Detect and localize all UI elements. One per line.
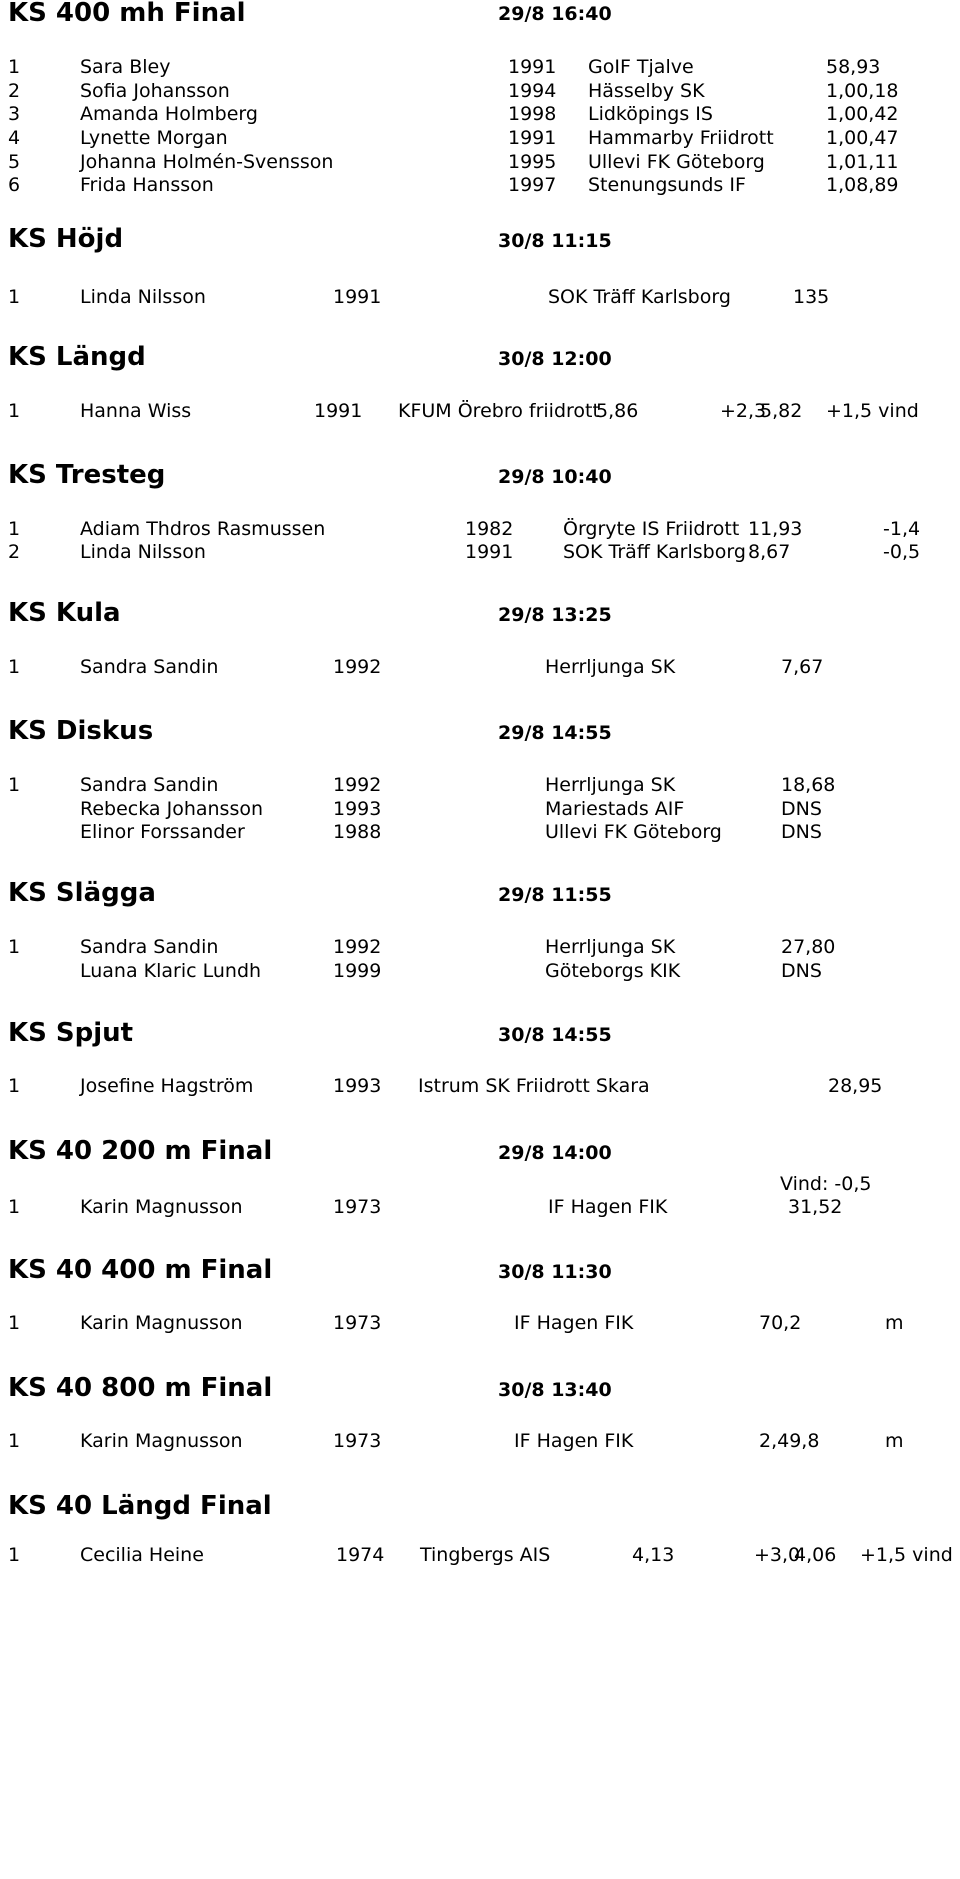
result-extra-3: +1,5 vind bbox=[826, 400, 919, 422]
result-club: Ullevi FK Göteborg bbox=[545, 821, 722, 843]
result-result: 2,49,8 bbox=[759, 1430, 820, 1452]
result-result: DNS bbox=[781, 798, 822, 820]
result-club: Mariestads AIF bbox=[545, 798, 685, 820]
result-name: Johanna Holmén-Svensson bbox=[80, 151, 334, 173]
event-title: KS 40 200 m Final bbox=[8, 1136, 273, 1166]
result-birth-year: 1993 bbox=[333, 798, 382, 820]
result-result: 31,52 bbox=[788, 1196, 843, 1218]
result-name: Linda Nilsson bbox=[80, 286, 206, 308]
result-club: Lidköpings IS bbox=[588, 103, 713, 125]
result-place: 2 bbox=[8, 541, 21, 563]
event-title: KS Kula bbox=[8, 598, 121, 628]
result-result: 27,80 bbox=[781, 936, 836, 958]
result-result: 7,67 bbox=[781, 656, 824, 678]
result-place: 3 bbox=[8, 103, 21, 125]
wind-reading: Vind: -0,5 bbox=[780, 1173, 872, 1195]
result-birth-year: 1991 bbox=[333, 286, 382, 308]
event-time: 30/8 11:30 bbox=[498, 1261, 612, 1283]
result-birth-year: 1982 bbox=[465, 518, 514, 540]
result-birth-year: 1973 bbox=[333, 1430, 382, 1452]
result-birth-year: 1973 bbox=[333, 1312, 382, 1334]
result-birth-year: 1993 bbox=[333, 1075, 382, 1097]
event-time: 30/8 11:15 bbox=[498, 230, 612, 252]
event-title: KS Spjut bbox=[8, 1018, 134, 1048]
result-club: IF Hagen FIK bbox=[548, 1196, 668, 1218]
event-title: KS Slägga bbox=[8, 878, 156, 908]
result-birth-year: 1988 bbox=[333, 821, 382, 843]
result-club: Herrljunga SK bbox=[545, 656, 676, 678]
result-birth-year: 1995 bbox=[508, 151, 557, 173]
result-name: Karin Magnusson bbox=[80, 1196, 243, 1218]
result-name: Frida Hansson bbox=[80, 174, 214, 196]
result-place: 5 bbox=[8, 151, 21, 173]
result-club: Göteborgs KIK bbox=[545, 960, 681, 982]
result-place: 1 bbox=[8, 56, 21, 78]
result-place: 1 bbox=[8, 286, 21, 308]
result-result: 8,67 bbox=[748, 541, 791, 563]
result-name: Josefine Hagström bbox=[80, 1075, 254, 1097]
result-result: 70,2 bbox=[759, 1312, 802, 1334]
result-place: 1 bbox=[8, 1075, 21, 1097]
result-name: Elinor Forssander bbox=[80, 821, 245, 843]
result-extra-2: 4,06 bbox=[794, 1544, 837, 1566]
result-club: Örgryte IS Friidrott bbox=[563, 518, 740, 540]
result-result: 5,86 bbox=[596, 400, 639, 422]
result-extra-2: 5,82 bbox=[760, 400, 803, 422]
result-birth-year: 1997 bbox=[508, 174, 557, 196]
event-time: 29/8 10:40 bbox=[498, 466, 612, 488]
result-place: 1 bbox=[8, 1544, 21, 1566]
event-title: KS 40 Längd Final bbox=[8, 1491, 272, 1521]
event-title: KS 400 mh Final bbox=[8, 0, 246, 28]
result-name: Karin Magnusson bbox=[80, 1312, 243, 1334]
result-club: IF Hagen FIK bbox=[514, 1312, 634, 1334]
result-club: KFUM Örebro friidrott bbox=[398, 400, 600, 422]
result-extra: -0,5 bbox=[883, 541, 921, 563]
event-time: 29/8 11:55 bbox=[498, 884, 612, 906]
result-birth-year: 1999 bbox=[333, 960, 382, 982]
result-result: DNS bbox=[781, 821, 822, 843]
result-club: SOK Träff Karlsborg bbox=[548, 286, 731, 308]
result-club: Ullevi FK Göteborg bbox=[588, 151, 765, 173]
result-club: IF Hagen FIK bbox=[514, 1430, 634, 1452]
result-result: DNS bbox=[781, 960, 822, 982]
result-name: Sandra Sandin bbox=[80, 656, 219, 678]
result-birth-year: 1992 bbox=[333, 656, 382, 678]
result-birth-year: 1991 bbox=[465, 541, 514, 563]
result-name: Adiam Thdros Rasmussen bbox=[80, 518, 326, 540]
result-place: 4 bbox=[8, 127, 21, 149]
result-birth-year: 1992 bbox=[333, 774, 382, 796]
result-name: Sara Bley bbox=[80, 56, 171, 78]
result-club: Herrljunga SK bbox=[545, 936, 676, 958]
result-name: Hanna Wiss bbox=[80, 400, 192, 422]
result-result: 11,93 bbox=[748, 518, 803, 540]
result-extra: m bbox=[885, 1312, 904, 1334]
result-place: 1 bbox=[8, 400, 21, 422]
event-title: KS Tresteg bbox=[8, 460, 166, 490]
result-place: 6 bbox=[8, 174, 21, 196]
event-time: 29/8 14:00 bbox=[498, 1142, 612, 1164]
event-time: 30/8 14:55 bbox=[498, 1024, 612, 1046]
event-title: KS 40 800 m Final bbox=[8, 1373, 273, 1403]
result-birth-year: 1992 bbox=[333, 936, 382, 958]
result-club: Stenungsunds IF bbox=[588, 174, 746, 196]
result-result: 1,00,42 bbox=[826, 103, 899, 125]
result-result: 28,95 bbox=[828, 1075, 883, 1097]
result-name: Karin Magnusson bbox=[80, 1430, 243, 1452]
result-extra: +3,0 bbox=[754, 1544, 801, 1566]
result-result: 1,00,47 bbox=[826, 127, 899, 149]
result-birth-year: 1974 bbox=[336, 1544, 385, 1566]
result-extra: -1,4 bbox=[883, 518, 921, 540]
result-extra: m bbox=[885, 1430, 904, 1452]
result-club: GoIF Tjalve bbox=[588, 56, 694, 78]
result-birth-year: 1991 bbox=[508, 56, 557, 78]
result-name: Linda Nilsson bbox=[80, 541, 206, 563]
result-result: 135 bbox=[793, 286, 830, 308]
result-name: Cecilia Heine bbox=[80, 1544, 204, 1566]
result-place: 1 bbox=[8, 518, 21, 540]
event-time: 29/8 13:25 bbox=[498, 604, 612, 626]
result-name: Luana Klaric Lundh bbox=[80, 960, 262, 982]
result-place: 2 bbox=[8, 80, 21, 102]
result-club: Herrljunga SK bbox=[545, 774, 676, 796]
event-time: 30/8 12:00 bbox=[498, 348, 612, 370]
result-birth-year: 1973 bbox=[333, 1196, 382, 1218]
result-place: 1 bbox=[8, 936, 21, 958]
result-birth-year: 1994 bbox=[508, 80, 557, 102]
event-title: KS Diskus bbox=[8, 716, 154, 746]
result-result: 58,93 bbox=[826, 56, 881, 78]
result-name: Rebecka Johansson bbox=[80, 798, 264, 820]
result-club: Tingbergs AIS bbox=[420, 1544, 551, 1566]
event-time: 29/8 14:55 bbox=[498, 722, 612, 744]
result-club: Hässelby SK bbox=[588, 80, 705, 102]
result-extra-3: +1,5 vind bbox=[860, 1544, 953, 1566]
event-title: KS Höjd bbox=[8, 224, 124, 254]
event-title: KS Längd bbox=[8, 342, 146, 372]
result-name: Amanda Holmberg bbox=[80, 103, 258, 125]
result-extra: +2,3 bbox=[720, 400, 767, 422]
result-place: 1 bbox=[8, 1196, 21, 1218]
result-birth-year: 1991 bbox=[508, 127, 557, 149]
event-time: 30/8 13:40 bbox=[498, 1379, 612, 1401]
result-result: 1,01,11 bbox=[826, 151, 899, 173]
result-club: SOK Träff Karlsborg bbox=[563, 541, 746, 563]
result-result: 18,68 bbox=[781, 774, 836, 796]
result-name: Lynette Morgan bbox=[80, 127, 228, 149]
result-place: 1 bbox=[8, 774, 21, 796]
result-place: 1 bbox=[8, 656, 21, 678]
result-place: 1 bbox=[8, 1312, 21, 1334]
result-name: Sandra Sandin bbox=[80, 936, 219, 958]
event-time: 29/8 16:40 bbox=[498, 3, 612, 25]
result-result: 1,00,18 bbox=[826, 80, 899, 102]
result-name: Sandra Sandin bbox=[80, 774, 219, 796]
result-result: 1,08,89 bbox=[826, 174, 899, 196]
result-place: 1 bbox=[8, 1430, 21, 1452]
result-club: Istrum SK Friidrott Skara bbox=[418, 1075, 650, 1097]
event-title: KS 40 400 m Final bbox=[8, 1255, 273, 1285]
result-club: Hammarby Friidrott bbox=[588, 127, 774, 149]
result-name: Sofia Johansson bbox=[80, 80, 230, 102]
result-result: 4,13 bbox=[632, 1544, 675, 1566]
result-birth-year: 1998 bbox=[508, 103, 557, 125]
result-birth-year: 1991 bbox=[314, 400, 363, 422]
